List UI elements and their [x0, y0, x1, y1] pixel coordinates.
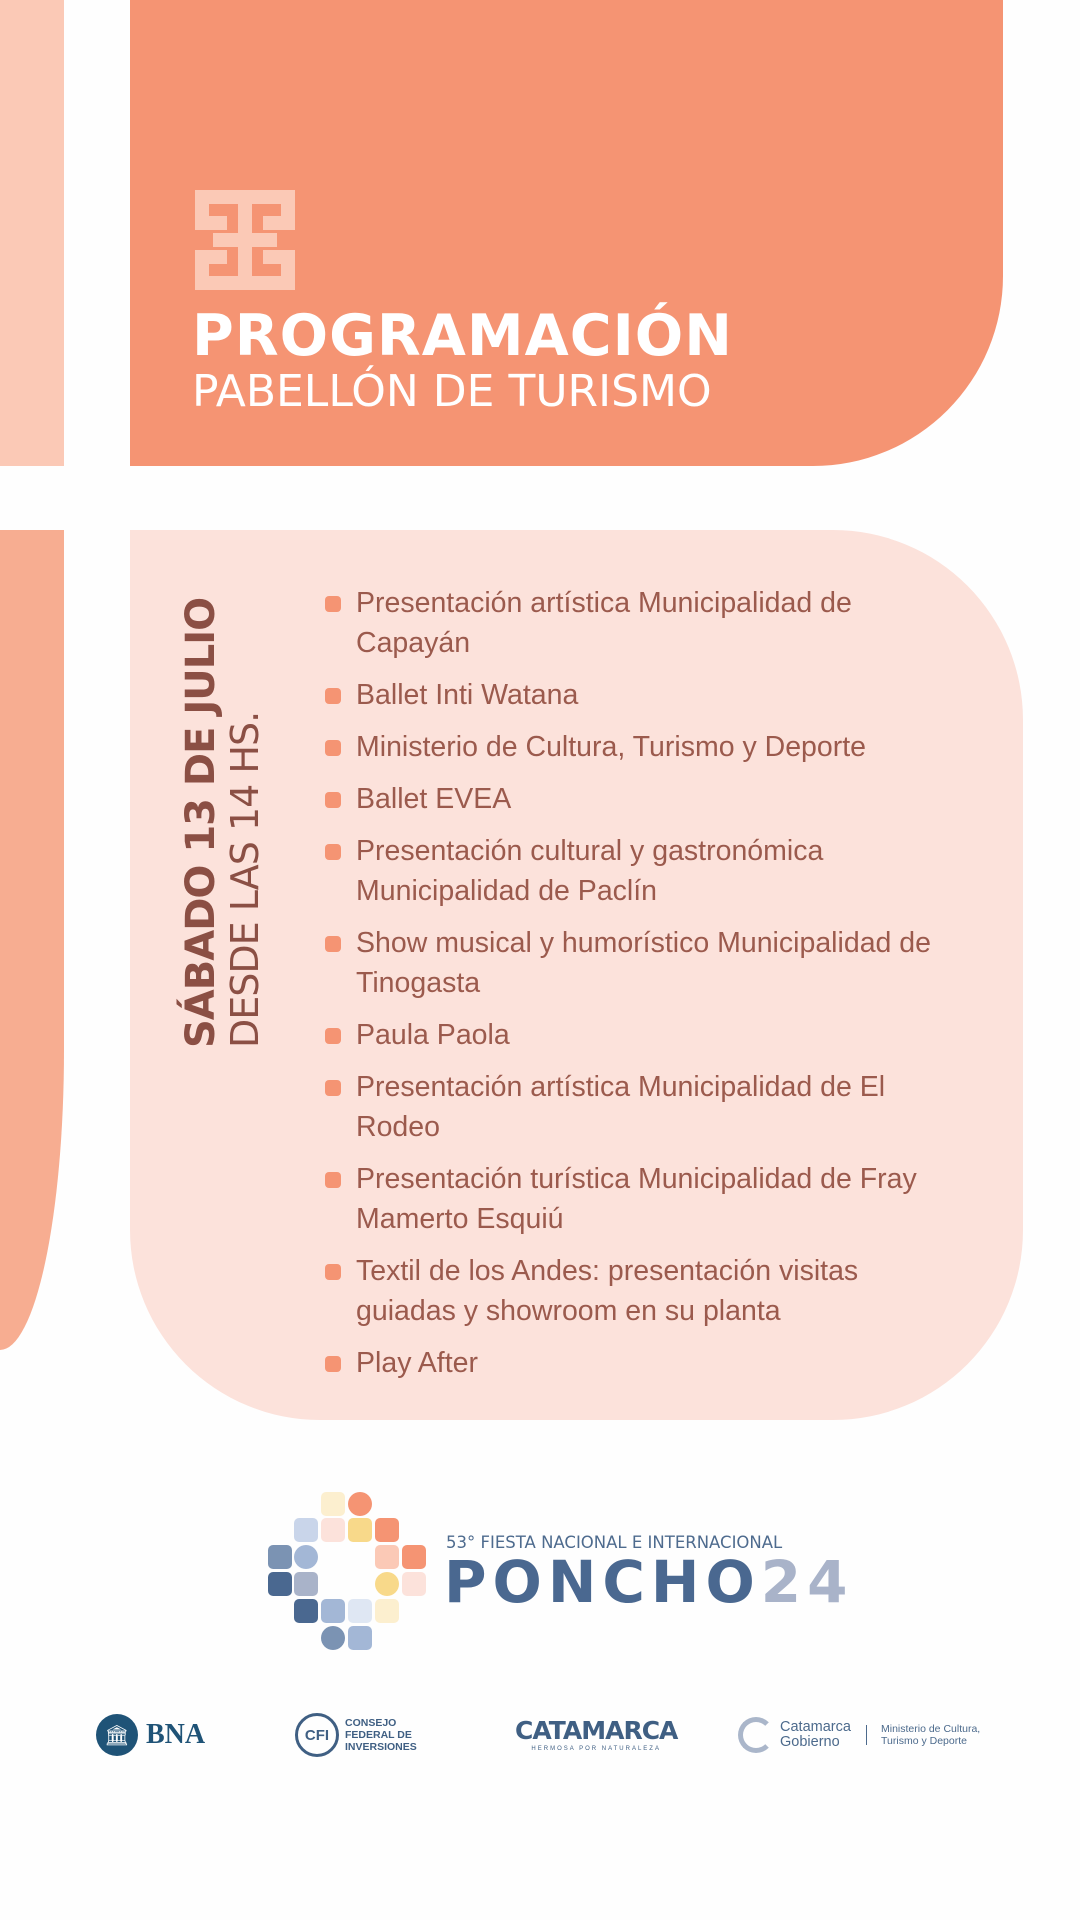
sponsor-gobierno-label: Catamarca Gobierno	[780, 1719, 851, 1750]
list-item	[325, 675, 965, 715]
list-item-label: Presentación artística Municipalidad de Capayán	[356, 587, 852, 659]
list-item-label: Ministerio de Cultura, Turismo y Deporte	[356, 731, 867, 763]
bullet-icon	[325, 688, 341, 704]
event-wordmark	[444, 1548, 854, 1616]
bullet-icon	[325, 1264, 341, 1280]
stylized-emblem-icon	[195, 190, 295, 290]
list-item	[325, 779, 965, 819]
sponsor-catamarca-logo	[515, 1710, 677, 1760]
list-item-label: Ballet Inti Watana	[356, 679, 579, 711]
list-item	[325, 831, 965, 911]
list-item-label: Presentación artística Municipalidad de El Rodeo	[356, 1071, 886, 1143]
sponsor-catamarca-label: CATAMARCA	[515, 1716, 678, 1745]
sponsor-cfi-label: CONSEJO FEDERAL DE INVERSIONES	[345, 1717, 417, 1753]
sponsor-bna-logo	[96, 1710, 205, 1760]
page-subtitle: PABELLÓN DE TURISMO	[192, 366, 712, 417]
list-item-label: Show musical y humorístico Municipalidad de Tinogasta	[356, 927, 932, 999]
bullet-icon	[325, 936, 341, 952]
list-item-label: Textil de los Andes: presentación visitas guiadas y showroom en su planta	[356, 1255, 859, 1327]
schedule-time: DESDE LAS 14 HS.	[223, 711, 267, 1048]
list-item-label: Paula Paola	[356, 1019, 510, 1051]
bullet-icon	[325, 1080, 341, 1096]
bullet-icon	[325, 1172, 341, 1188]
event-year: 24	[760, 1548, 854, 1616]
sponsor-catamarca-tagline: HERMOSA POR NATURALEZA	[531, 1746, 661, 1752]
bank-building-icon: 🏛	[96, 1714, 138, 1756]
bullet-icon	[325, 740, 341, 756]
bullet-icon	[325, 1356, 341, 1372]
cfi-circle-icon: CFI	[295, 1713, 339, 1757]
event-name: PONCHO	[444, 1548, 761, 1616]
list-item-label: Presentación cultural y gastronómica Municipalidad de Paclín	[356, 835, 824, 907]
sponsor-ministry-label: Ministerio de Cultura, Turismo y Deporte	[881, 1723, 981, 1747]
list-item-label: Presentación turística Municipalidad de Fray Mamerto Esquiú	[356, 1163, 917, 1235]
bullet-icon	[325, 792, 341, 808]
gobierno-c-icon	[738, 1717, 774, 1753]
sponsor-cfi-logo	[295, 1710, 435, 1760]
list-item	[325, 923, 965, 1003]
list-item	[325, 1159, 965, 1239]
left-decor-strip-bottom	[0, 530, 64, 1350]
bullet-icon	[325, 596, 341, 612]
schedule-date-block	[178, 598, 266, 1048]
mosaic-squares-icon	[268, 1492, 428, 1652]
left-decor-strip-top	[0, 0, 64, 466]
sponsor-bna-label: BNA	[146, 1719, 206, 1750]
bullet-icon	[325, 1028, 341, 1044]
header-banner	[130, 0, 1003, 466]
list-item	[325, 727, 965, 767]
list-item	[325, 1067, 965, 1147]
divider	[866, 1725, 867, 1745]
list-item	[325, 1343, 965, 1383]
list-item	[325, 1251, 965, 1331]
schedule-date: SÁBADO 13 DE JULIO	[178, 597, 224, 1048]
list-item	[325, 583, 965, 663]
event-subtitle: 53° FIESTA NACIONAL E INTERNACIONAL	[446, 1533, 783, 1552]
sponsor-gobierno-logo	[738, 1710, 991, 1760]
list-item-label: Ballet EVEA	[356, 783, 512, 815]
list-item	[325, 1015, 965, 1055]
schedule-list	[325, 583, 965, 1395]
bullet-icon	[325, 844, 341, 860]
list-item-label: Play After	[356, 1347, 478, 1379]
page-title: PROGRAMACIÓN	[192, 303, 733, 369]
